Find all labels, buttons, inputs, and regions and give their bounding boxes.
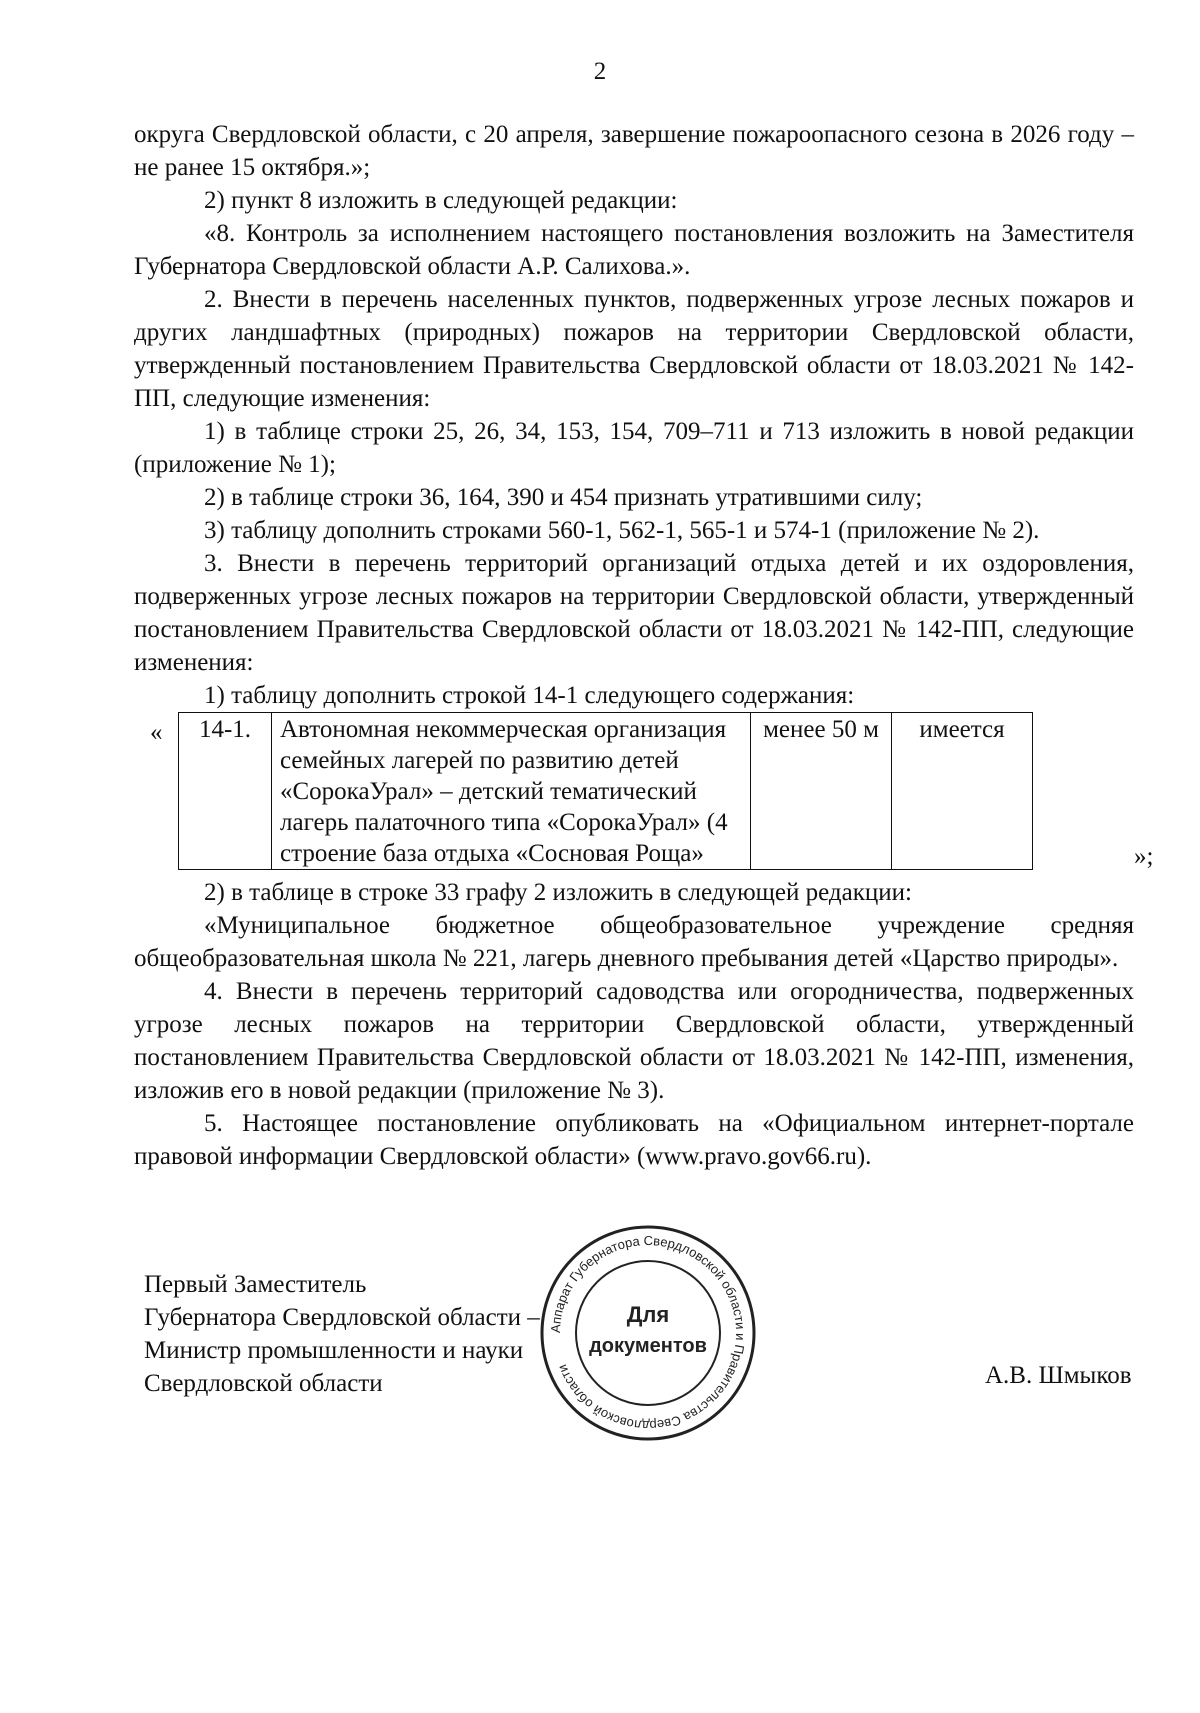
stamp-seal [538, 1222, 758, 1444]
stamp-ring-text: Аппарат Губернатора Свердловской области и Правительства Свердловской области [547, 1232, 749, 1434]
stamp-center-line1: Для [626, 1302, 670, 1327]
distance-cell: менее 50 м [751, 713, 892, 870]
signatory-title-line: Первый Заместитель [144, 1271, 367, 1298]
paragraph: 2) пункт 8 изложить в следующей редакции: [204, 187, 678, 214]
paragraph: 5. Настоящее постановление опубликовать на «Официальном интернет-портале правовой информации Свердловской области» (www.pravo.gov66.ru). [134, 1110, 1134, 1170]
signatory-title-line: Свердловской области [144, 1370, 383, 1397]
table-row [179, 713, 1033, 870]
signatory-name: А.В. Шмыков [985, 1362, 1132, 1389]
stamp-center-line2: документов [589, 1335, 707, 1357]
page-number: 2 [593, 58, 607, 85]
document-body [134, 118, 1154, 1173]
inserted-table [178, 712, 1033, 870]
row-number-cell: 14-1. [179, 713, 272, 870]
organization-name-cell: Автономная некоммерческая организация семейных лагерей по развитию детей «СорокаУрал» – детский тематический лагерь палаточного типа «СорокаУрал» (4 строение база отдыха «Сосновая Роща» [272, 713, 751, 870]
paragraph: 1) в таблице строки 25, 26, 34, 153, 154, 709–711 и 713 изложить в новой редакции (приложение № 1); [134, 418, 1134, 478]
table-quote-close: »; [1134, 843, 1154, 870]
paragraph: 4. Внести в перечень территорий садоводства или огородничества, подверженных угрозе лесных пожаров на территории Свердловской области, утвержденный постановлением Правительства Свердловской области от 18.03.2021 № 142-ПП, изменения, изложив его в новой редакции (приложение № 3). [134, 978, 1134, 1104]
paragraph: «8. Контроль за исполнением настоящего постановления возложить на Заместителя Губернатора Свердловской области А.Р. Салихова.». [134, 220, 1134, 280]
paragraph: 2) в таблице строки 36, 164, 390 и 454 признать утратившими силу; [204, 484, 923, 511]
paragraph: 3) таблицу дополнить строками 560-1, 562-1, 565-1 и 574-1 (приложение № 2). [204, 517, 1040, 544]
signatory-title-line: Министр промышленности и науки [144, 1337, 524, 1364]
paragraph: 2) в таблице в строке 33 графу 2 изложить в следующей редакции: [204, 879, 912, 906]
paragraph: 2. Внести в перечень населенных пунктов, подверженных угрозе лесных пожаров и других ландшафтных (природных) пожаров на территории Свердловской области, утвержденный постановлением Правительства Свердловской области от 18.03.2021 № 142-ПП, следующие изменения: [134, 286, 1134, 412]
paragraph: «Муниципальное бюджетное общеобразовательное учреждение средняя общеобразовательная школа № 221, лагерь дневного пребывания детей «Царство природы». [134, 912, 1134, 972]
signature-block [144, 1268, 540, 1400]
signatory-title-line: Губернатора Свердловской области – [144, 1304, 540, 1331]
paragraph: округа Свердловской области, с 20 апреля, завершение пожароопасного сезона в 2026 году – не ранее 15 октября.»; [134, 121, 1134, 181]
paragraph: 3. Внести в перечень территорий организаций отдыха детей и их оздоровления, подверженных угрозе лесных пожаров на территории Свердловской области, утвержденный постановлением Правительства Свердловской области от 18.03.2021 № 142-ПП, следующие изменения: [134, 550, 1134, 676]
status-cell: имеется [892, 713, 1033, 870]
paragraph: 1) таблицу дополнить строкой 14-1 следующего содержания: [204, 682, 855, 709]
table-quote-open: « [150, 719, 163, 746]
inserted-table-block [134, 712, 1154, 876]
